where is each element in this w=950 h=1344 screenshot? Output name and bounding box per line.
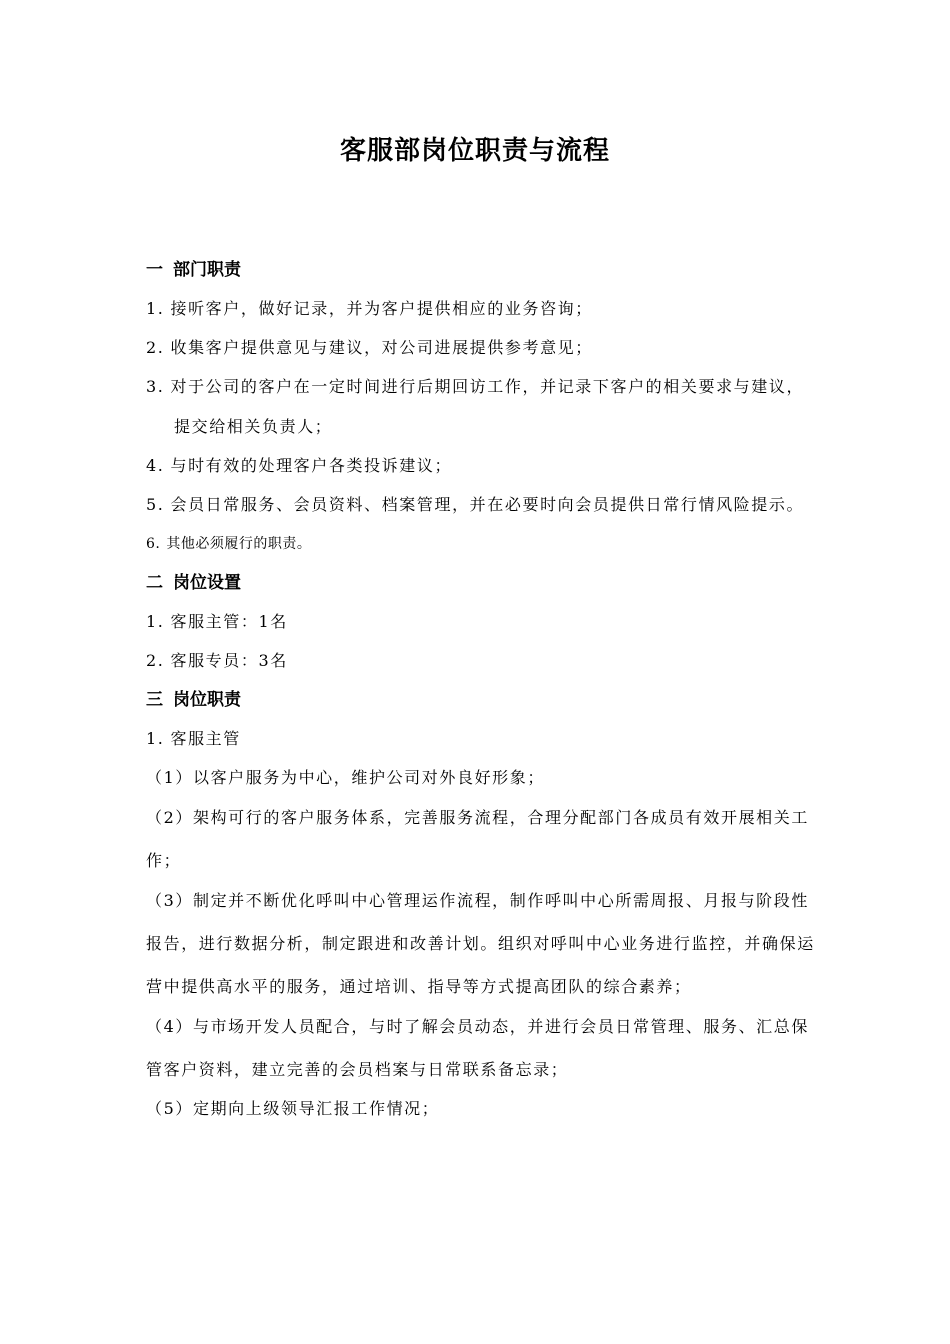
- sub-item: [146, 796, 816, 882]
- item-number: 2.: [146, 338, 165, 357]
- section-number: 一: [146, 260, 163, 280]
- section-title: 岗位设置: [173, 573, 241, 593]
- item-number: 2.: [146, 651, 165, 670]
- sub-item: [146, 766, 816, 790]
- item-text: 客服主管: [170, 729, 241, 748]
- list-item: [146, 367, 816, 447]
- item-number: 1.: [146, 612, 165, 631]
- sub-item-text: 与市场开发人员配合，与时了解会员动态，并进行会员日常管理、服务、汇总保管客户资料，建立完善的会员档案与日常联系备忘录；: [146, 1017, 809, 1079]
- sub-item-text: 架构可行的客户服务体系，完善服务流程，合理分配部门各成员有效开展相关工作；: [146, 808, 809, 870]
- item-text: 会员日常服务、会员资料、档案管理，并在必要时向会员提供日常行情风险提示。: [170, 495, 805, 514]
- section-number: 二: [146, 573, 163, 593]
- sub-item-number: （5）: [146, 1099, 193, 1118]
- sub-item-number: （3）: [146, 891, 193, 910]
- list-item: [146, 485, 816, 525]
- item-number: 5.: [146, 495, 165, 514]
- section-heading: [146, 571, 816, 595]
- section-heading: [146, 258, 816, 282]
- item-number: 1.: [146, 299, 165, 318]
- sub-item-number: （1）: [146, 768, 193, 787]
- item-number: 6.: [146, 536, 161, 552]
- sub-item-text: 以客户服务为中心，维护公司对外良好形象；: [192, 768, 545, 787]
- item-text: 客服主管：1名: [170, 612, 288, 631]
- list-item: [146, 336, 816, 360]
- list-item: [146, 610, 816, 634]
- sub-item-text: 定期向上级领导汇报工作情况；: [192, 1099, 440, 1118]
- item-text: 客服专员：3名: [170, 651, 288, 670]
- item-text: 收集客户提供意见与建议，对公司进展提供参考意见；: [170, 338, 593, 357]
- item-text: 接听客户，做好记录，并为客户提供相应的业务咨询；: [170, 299, 593, 318]
- sub-item: [146, 1097, 816, 1121]
- list-item: [146, 297, 816, 321]
- sub-item-number: （4）: [146, 1017, 193, 1036]
- section-heading: [146, 688, 816, 712]
- document-title: 客服部岗位职责与流程: [339, 136, 610, 166]
- list-item: [146, 649, 816, 673]
- sub-item-number: （2）: [146, 808, 193, 827]
- item-text: 对于公司的客户在一定时间进行后期回访工作，并记录下客户的相关要求与建议，提交给相关负责人；: [170, 377, 805, 436]
- item-number: 3.: [146, 377, 165, 396]
- section-title: 岗位职责: [173, 690, 241, 710]
- sub-item: [146, 1005, 816, 1091]
- item-number: 4.: [146, 456, 165, 475]
- item-text: 与时有效的处理客户各类投诉建议；: [170, 456, 453, 475]
- list-item: [146, 454, 816, 478]
- section-title: 部门职责: [173, 260, 241, 280]
- sub-item-text: 制定并不断优化呼叫中心管理运作流程，制作呼叫中心所需周报、月报与阶段性报告，进行数据分析，制定跟进和改善计划。组织对呼叫中心业务进行监控，并确保运营中提供高水平的服务，通过培训、指导等方式提高团队的综合素养；: [146, 891, 815, 996]
- sub-item: [146, 879, 816, 1008]
- item-number: 1.: [146, 729, 165, 748]
- item-text: 其他必须履行的职责。: [166, 536, 312, 552]
- list-item: [146, 727, 816, 751]
- section-number: 三: [146, 690, 163, 710]
- document-body: [146, 258, 816, 1136]
- list-item: [146, 532, 816, 556]
